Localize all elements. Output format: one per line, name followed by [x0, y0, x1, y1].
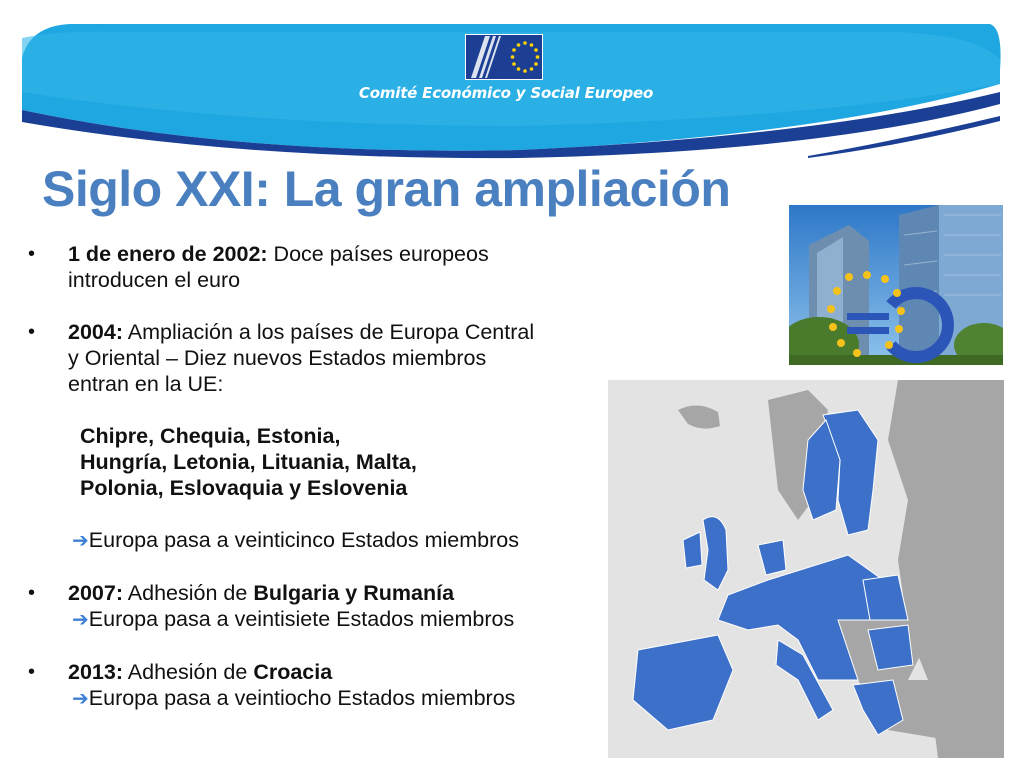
bullet-item-2013 — [24, 659, 604, 712]
item-result — [68, 606, 604, 633]
item-text: Adhesión de — [123, 660, 254, 684]
right-arrow-icon: ➔ — [72, 530, 89, 552]
result-text: Europa pasa a veintiocho Estados miembros — [88, 686, 516, 710]
bullet-dot-icon: • — [28, 661, 36, 683]
country-line: Polonia, Eslovaquia y Eslovenia — [80, 476, 408, 500]
bullet-item-2007 — [24, 580, 604, 633]
item-date: 2004: — [68, 320, 123, 344]
item-text: y Oriental – Diez nuevos Estados miembros — [68, 346, 487, 370]
bullet-dot-icon: • — [28, 243, 36, 265]
bullet-list — [24, 241, 604, 738]
item-text: Ampliación a los países de Europa Central — [123, 320, 535, 344]
item-date: 2007: — [68, 581, 123, 605]
euro-sculpture-photo — [789, 205, 1003, 365]
item-text: Doce países europeos — [267, 242, 489, 266]
country-line: Hungría, Letonia, Lituania, Malta, — [80, 450, 417, 474]
item-date: 2013: — [68, 660, 123, 684]
organization-logo — [322, 28, 690, 108]
organization-name: Comité Económico y Social Europeo — [358, 84, 654, 102]
right-arrow-icon: ➔ — [72, 609, 89, 631]
slide-title: Siglo XXI: La gran ampliación — [42, 161, 731, 217]
item-countries: Croacia — [253, 660, 333, 684]
item-text: introducen el euro — [68, 268, 241, 292]
result-text: Europa pasa a veintisiete Estados miembros — [88, 607, 515, 631]
bullet-dot-icon: • — [28, 582, 36, 604]
bullet-item-2002 — [24, 241, 604, 293]
item-date: 1 de enero de 2002: — [68, 242, 268, 266]
bullet-item-2004 — [24, 319, 604, 554]
item-text: Adhesión de — [123, 581, 254, 605]
bullet-dot-icon: • — [28, 321, 36, 343]
item-countries: Bulgaria y Rumanía — [253, 581, 455, 605]
right-arrow-icon: ➔ — [72, 688, 89, 710]
item-text: entran en la UE: — [68, 372, 224, 396]
eu-flag-logo-icon — [465, 34, 543, 80]
country-line: Chipre, Chequia, Estonia, — [80, 424, 341, 448]
country-list — [68, 423, 604, 501]
item-result — [68, 527, 604, 554]
item-result — [68, 685, 604, 712]
eu-member-map — [608, 380, 1004, 758]
result-text: Europa pasa a veinticinco Estados miembros — [88, 528, 519, 552]
